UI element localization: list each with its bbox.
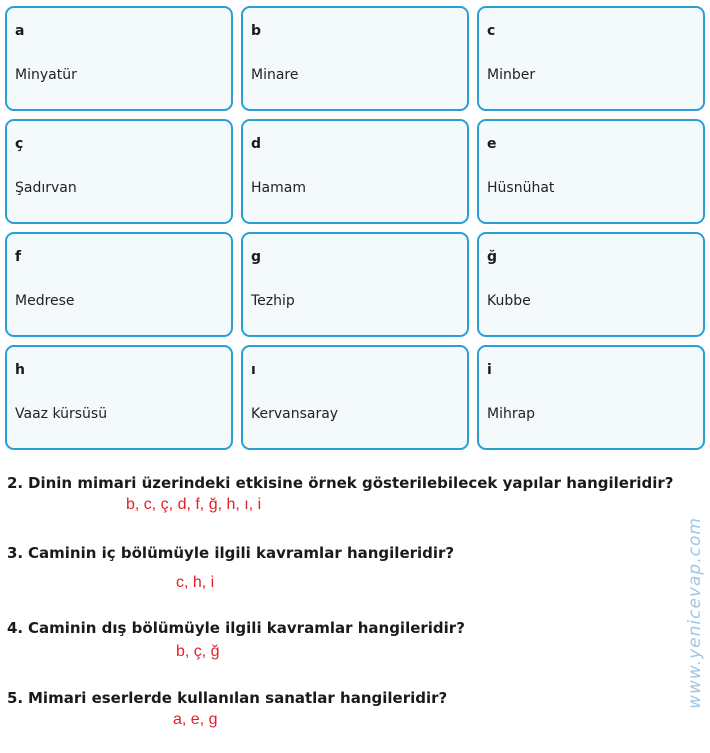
card-term: Mihrap [487, 406, 536, 422]
card-term: Kervansaray [251, 406, 339, 422]
card-term: Hamam [251, 180, 306, 196]
question-5 [7, 689, 447, 707]
question-text: Mimari eserlerde kullanılan sanatlar hangileridir? [28, 689, 448, 707]
watermark-text: www.yenicevap.com [685, 517, 705, 709]
card-term: Tezhip [251, 293, 295, 309]
question-number: 5. [7, 689, 24, 707]
question-text: Dinin mimari üzerindeki etkisine örnek gösterilebilecek yapılar hangileridir? [28, 474, 674, 492]
card-c-cedilla [5, 119, 233, 224]
card-g [241, 232, 469, 337]
card-i [477, 345, 705, 450]
question-number: 4. [7, 619, 24, 637]
card-letter: c [487, 23, 496, 39]
card-g-breve [477, 232, 705, 337]
concept-card-grid [5, 6, 705, 450]
answer-4: b, ç, ğ [176, 643, 220, 660]
card-dotless-i [241, 345, 469, 450]
card-letter: d [251, 136, 262, 152]
card-b [241, 6, 469, 111]
question-text: Caminin iç bölümüyle ilgili kavramlar hangileridir? [28, 544, 455, 562]
card-e [477, 119, 705, 224]
question-number: 3. [7, 544, 24, 562]
question-number: 2. [7, 474, 24, 492]
card-term: Minyatür [15, 67, 77, 83]
card-h [5, 345, 233, 450]
card-f [5, 232, 233, 337]
card-d [241, 119, 469, 224]
card-term: Hüsnühat [487, 180, 555, 196]
card-letter: ğ [487, 249, 498, 265]
question-4 [7, 619, 465, 637]
card-letter: ç [15, 136, 24, 152]
card-term: Şadırvan [15, 180, 77, 196]
card-term: Minare [251, 67, 299, 83]
card-letter: e [487, 136, 497, 152]
card-c [477, 6, 705, 111]
card-letter: f [15, 249, 22, 265]
answer-5: a, e, g [173, 711, 218, 728]
answer-3: c, h, i [176, 574, 215, 591]
card-letter: a [15, 23, 25, 39]
answer-2: b, c, ç, d, f, ğ, h, ı, i [126, 496, 262, 513]
site-watermark [683, 488, 707, 738]
card-letter: g [251, 249, 262, 265]
card-letter: h [15, 362, 25, 378]
card-letter: i [487, 362, 492, 378]
card-letter: ı [251, 362, 256, 378]
card-term: Vaaz kürsüsü [15, 406, 108, 422]
card-letter: b [251, 23, 262, 39]
question-2 [7, 474, 673, 492]
card-term: Medrese [15, 293, 75, 309]
question-text: Caminin dış bölümüyle ilgili kavramlar hangileridir? [28, 619, 465, 637]
card-term: Minber [487, 67, 536, 83]
card-term: Kubbe [487, 293, 531, 309]
card-a [5, 6, 233, 111]
question-3 [7, 544, 454, 562]
